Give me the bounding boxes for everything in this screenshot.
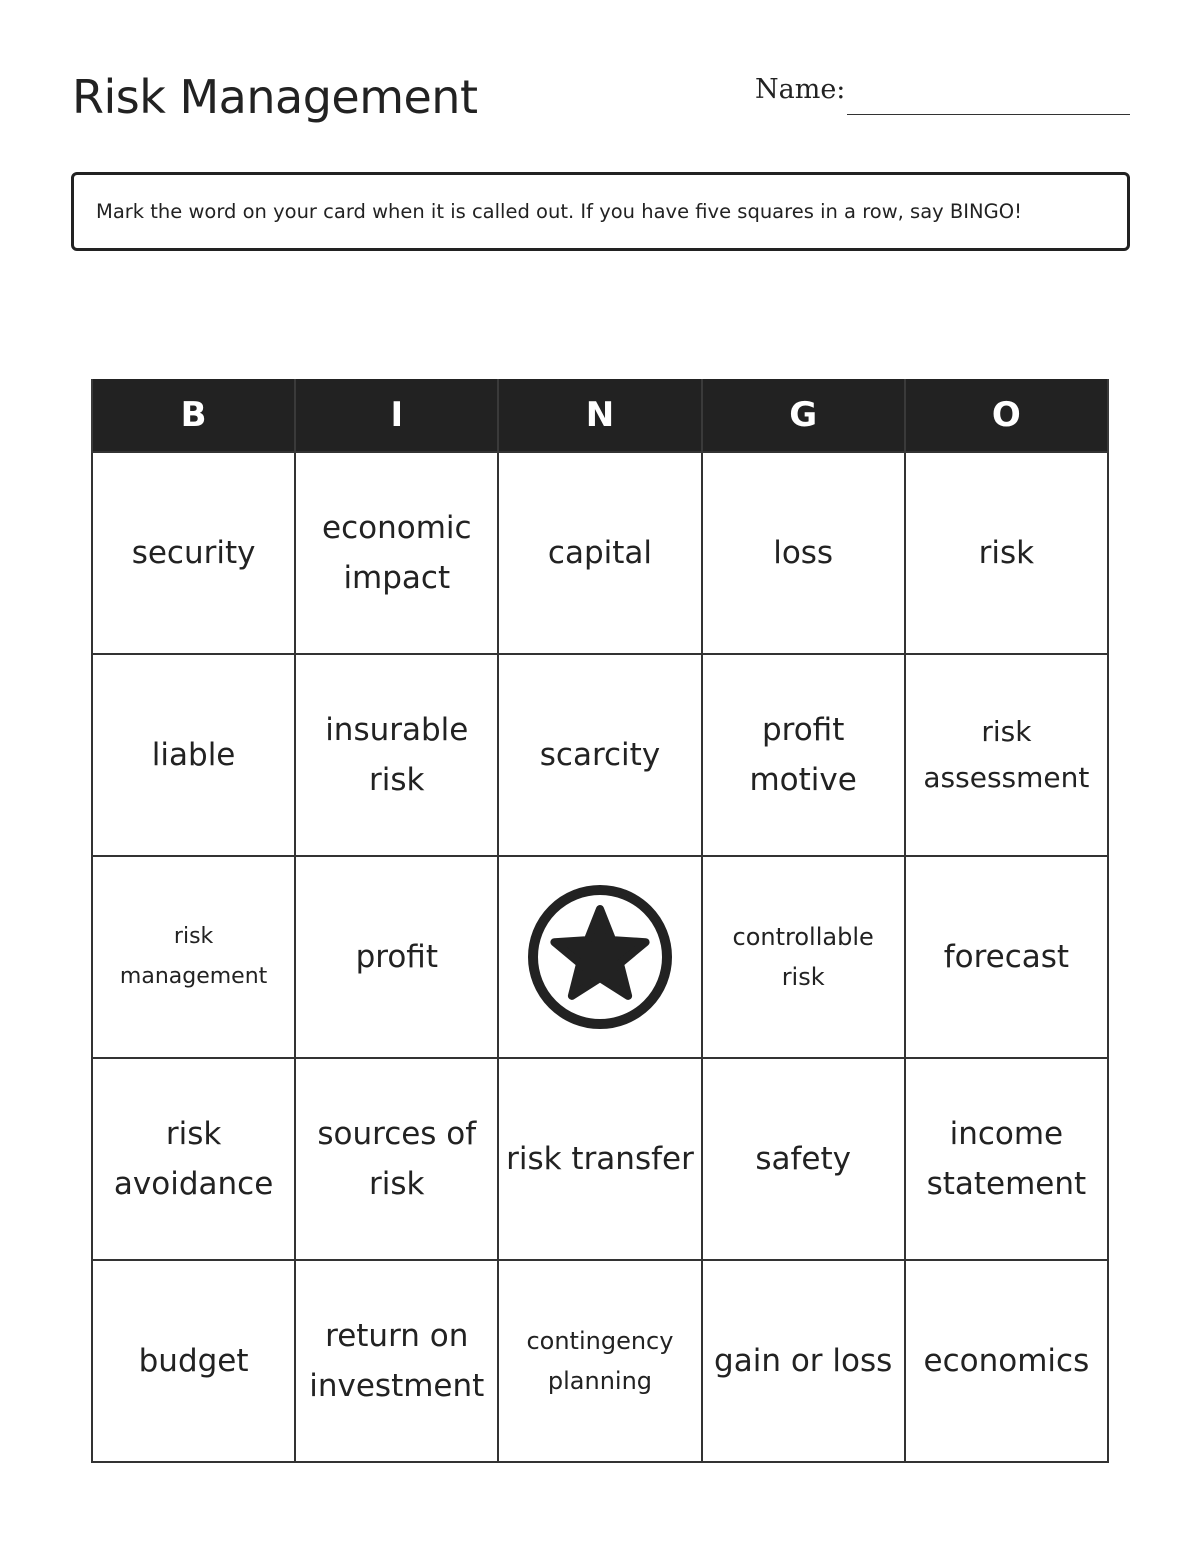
name-blank-line[interactable] bbox=[847, 114, 1130, 115]
bingo-cell[interactable]: scarcity bbox=[498, 654, 701, 856]
bingo-cell[interactable]: economic impact bbox=[295, 452, 498, 654]
free-space-cell[interactable] bbox=[498, 856, 701, 1058]
bingo-cell[interactable]: insurable risk bbox=[295, 654, 498, 856]
bingo-row bbox=[92, 1260, 1108, 1462]
bingo-row bbox=[92, 654, 1108, 856]
bingo-cell[interactable]: risk bbox=[905, 452, 1108, 654]
header-letter-o: O bbox=[905, 379, 1108, 452]
bingo-cell[interactable]: security bbox=[92, 452, 295, 654]
bingo-cell[interactable]: sources of risk bbox=[295, 1058, 498, 1260]
bingo-header-row bbox=[92, 379, 1108, 452]
bingo-cell[interactable]: gain or loss bbox=[702, 1260, 905, 1462]
bingo-card bbox=[91, 379, 1109, 1463]
bingo-cell[interactable]: contingency planning bbox=[498, 1260, 701, 1462]
bingo-cell[interactable]: budget bbox=[92, 1260, 295, 1462]
bingo-cell[interactable]: forecast bbox=[905, 856, 1108, 1058]
bingo-cell[interactable]: controllable risk bbox=[702, 856, 905, 1058]
bingo-cell[interactable]: economics bbox=[905, 1260, 1108, 1462]
bingo-cell[interactable]: capital bbox=[498, 452, 701, 654]
bingo-cell[interactable]: safety bbox=[702, 1058, 905, 1260]
instructions-box bbox=[71, 172, 1130, 251]
bingo-cell[interactable]: liable bbox=[92, 654, 295, 856]
bingo-cell[interactable]: profit motive bbox=[702, 654, 905, 856]
bingo-cell[interactable]: return on investment bbox=[295, 1260, 498, 1462]
bingo-cell[interactable]: risk transfer bbox=[498, 1058, 701, 1260]
instructions-text: Mark the word on your card when it is called out. If you have five squares in a row, say BINGO! bbox=[96, 200, 1022, 223]
bingo-cell[interactable]: income statement bbox=[905, 1058, 1108, 1260]
name-field bbox=[755, 74, 1130, 116]
bingo-cell[interactable]: loss bbox=[702, 452, 905, 654]
bingo-cell[interactable]: risk assessment bbox=[905, 654, 1108, 856]
bingo-cell[interactable]: risk avoidance bbox=[92, 1058, 295, 1260]
name-label: Name: bbox=[755, 74, 846, 105]
header-letter-g: G bbox=[702, 379, 905, 452]
bingo-row bbox=[92, 1058, 1108, 1260]
bingo-cell[interactable]: risk management bbox=[92, 856, 295, 1058]
header-letter-n: N bbox=[498, 379, 701, 452]
star-in-circle-icon bbox=[525, 882, 675, 1032]
bingo-row bbox=[92, 856, 1108, 1058]
header-letter-i: I bbox=[295, 379, 498, 452]
page-title: Risk Management bbox=[72, 70, 478, 124]
header-letter-b: B bbox=[92, 379, 295, 452]
bingo-cell[interactable]: profit bbox=[295, 856, 498, 1058]
bingo-row bbox=[92, 452, 1108, 654]
